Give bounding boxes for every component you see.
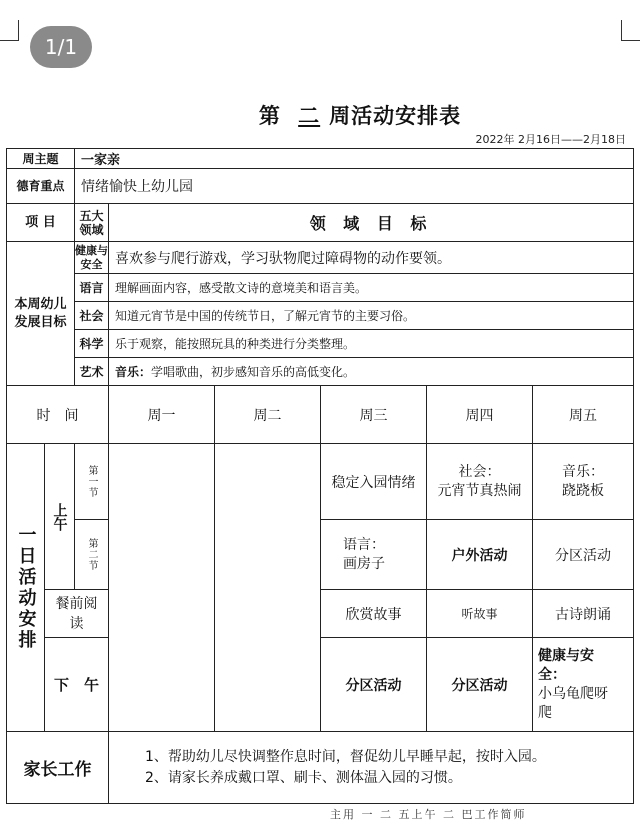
day-thursday: 周四 (427, 386, 533, 444)
activity-line: 跷跷板 (562, 482, 605, 499)
reading-row (7, 590, 634, 638)
goal-text: 乐于观察，能按照玩具的种类进行分类整理。 (109, 330, 634, 358)
week-number: 二 (298, 104, 321, 128)
day-friday: 周五 (533, 386, 634, 444)
period2-label-cell (75, 520, 109, 590)
activity-line: 音乐： (562, 463, 605, 480)
activity-line: 元宵节真热闹 (437, 482, 522, 499)
goals-section-label: 本周幼儿发展目标 (7, 242, 75, 386)
period2-row (7, 520, 634, 590)
goal-text-body: 学唱歌曲，初步感知音乐的高低变化。 (151, 365, 356, 379)
parent-work-item: 1、帮助幼儿尽快调整作息时间，督促幼儿早睡早起，按时入园。 (145, 748, 546, 765)
monday-cell (109, 444, 215, 732)
goal-domain: 科学 (75, 330, 109, 358)
tuesday-cell (215, 444, 321, 732)
crop-mark-left (0, 20, 19, 41)
goal-text (109, 358, 634, 386)
activity-fri-p2: 分区活动 (533, 520, 634, 590)
goal-domain: 健康与安全 (75, 242, 109, 274)
day-wednesday: 周三 (321, 386, 427, 444)
week-theme-label: 周主题 (7, 149, 75, 169)
activity-thu-p1 (427, 444, 533, 520)
reading-label: 餐前阅读 (45, 590, 109, 638)
activity-fri-afternoon (533, 638, 634, 732)
activity-wed-afternoon: 分区活动 (321, 638, 427, 732)
period1-label-cell (75, 444, 109, 520)
goal-text: 知道元宵节是中国的传统节日，了解元宵节的主要习俗。 (109, 302, 634, 330)
activity-line: 画房子 (343, 555, 386, 572)
activity-line: 爬 (538, 704, 553, 721)
item-label: 项 目 (7, 204, 75, 242)
date-range: 2022年 2月16日——2月18日 (475, 133, 626, 146)
moral-focus-row (7, 169, 634, 204)
title-prefix: 第 (258, 104, 281, 128)
activity-wed-reading: 欣赏故事 (321, 590, 427, 638)
activity-line: 社会： (458, 463, 501, 480)
goal-row (7, 242, 634, 274)
five-domains-label: 五大领域 (75, 204, 109, 242)
period1-row (7, 444, 634, 520)
daily-activity-label-cell (7, 444, 45, 732)
day-monday: 周一 (109, 386, 215, 444)
activity-thu-p2: 户外活动 (427, 520, 533, 590)
footer-partial: 主用 一 二 五上午 二 巴工作简师 (330, 808, 527, 821)
activity-thu-afternoon: 分区活动 (427, 638, 533, 732)
domain-goals-label: 领 域 目 标 (109, 204, 634, 242)
time-label: 时 间 (7, 386, 109, 444)
activity-thu-reading: 听故事 (427, 590, 533, 638)
activity-line: 小乌龟爬呀 (538, 685, 609, 702)
parent-work-label: 家长工作 (7, 732, 109, 804)
parent-work-item: 2、请家长养成戴口罩、刷卡、测体温入园的习惯。 (145, 769, 462, 786)
parent-work-content (109, 732, 634, 804)
activity-wed-p2 (321, 520, 427, 590)
goal-domain: 艺术 (75, 358, 109, 386)
afternoon-row (7, 638, 634, 732)
goal-domain: 语言 (75, 274, 109, 302)
activity-line: 健康与安 (538, 647, 595, 664)
daily-activity-label: 一日活动安排 (15, 524, 37, 651)
moral-focus-label: 德育重点 (7, 169, 75, 204)
document-title (200, 100, 520, 130)
goal-row (7, 358, 634, 386)
day-tuesday: 周二 (215, 386, 321, 444)
page-indicator: 1/1 (30, 26, 92, 68)
goal-row (7, 330, 634, 358)
title-suffix: 周活动安排表 (329, 104, 462, 128)
goal-text: 理解画面内容，感受散文诗的意境美和语言美。 (109, 274, 634, 302)
period2-label: 第二节 (86, 538, 98, 571)
schedule-table (6, 148, 634, 804)
time-header-row (7, 386, 634, 444)
domain-header-row (7, 204, 634, 242)
goal-row (7, 302, 634, 330)
morning-label: 上午 (51, 502, 68, 531)
goal-domain: 社会 (75, 302, 109, 330)
activity-wed-p1: 稳定入园情绪 (321, 444, 427, 520)
crop-mark-right (621, 20, 640, 41)
activity-fri-reading: 古诗朗诵 (533, 590, 634, 638)
goal-bold-prefix: 音乐： (115, 365, 152, 379)
activity-line: 全： (538, 666, 567, 683)
goal-text: 喜欢参与爬行游戏，学习驮物爬过障碍物的动作要领。 (109, 242, 634, 274)
week-theme-value: 一家亲 (75, 149, 634, 169)
period1-label: 第一节 (86, 465, 98, 498)
goal-row (7, 274, 634, 302)
activity-fri-p1 (533, 444, 634, 520)
afternoon-label: 下 午 (45, 638, 109, 732)
week-theme-row (7, 149, 634, 169)
morning-label-cell (45, 444, 75, 590)
moral-focus-value: 情绪愉快上幼儿园 (75, 169, 634, 204)
activity-line: 语言： (343, 536, 386, 553)
parent-work-row (7, 732, 634, 804)
